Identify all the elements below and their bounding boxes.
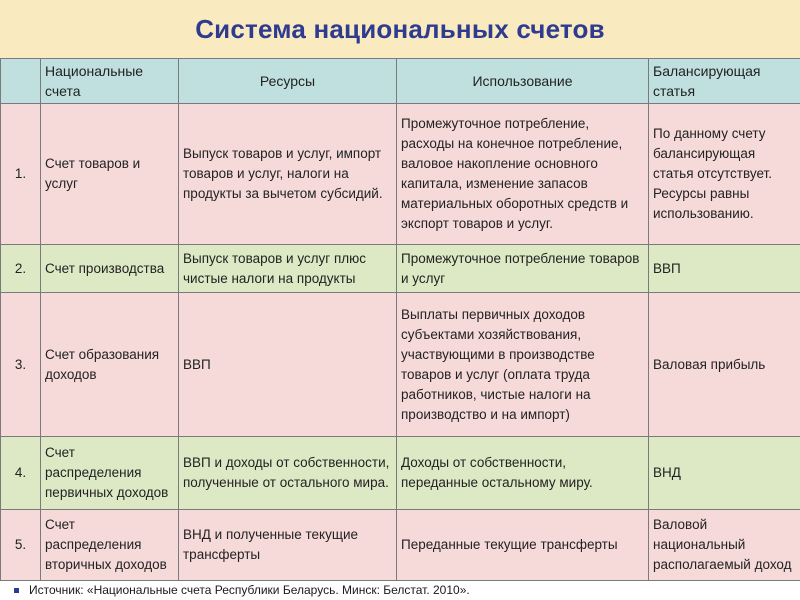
resources-cell: Выпуск товаров и услуг плюс чистые налоги на продукты <box>179 245 397 293</box>
header-usage: Использование <box>397 59 649 104</box>
bullet-icon <box>14 588 19 593</box>
row-number: 2. <box>1 245 41 293</box>
balancing-item-cell: По данному счету балансирующая статья отсутствует. Ресурсы равны использованию. <box>649 104 800 245</box>
table-row <box>1 245 800 293</box>
resources-cell: Выпуск товаров и услуг, импорт товаров и услуг, налоги на продукты за вычетом субсидий. <box>179 104 397 245</box>
balancing-item-cell: ВВП <box>649 245 800 293</box>
balancing-item-cell: Валовая прибыль <box>649 293 800 437</box>
table-row <box>1 510 800 581</box>
table-row <box>1 104 800 245</box>
title-band <box>0 0 800 58</box>
usage-cell: Промежуточное потребление, расходы на конечное потребление, валовое накопление основного капитала, изменение запасов материальных оборотных средств и экспорт товаров и услуг. <box>397 104 649 245</box>
row-number: 5. <box>1 510 41 581</box>
account-name: Счет производства <box>41 245 179 293</box>
usage-cell: Выплаты первичных доходов субъектами хозяйствования, участвующими в производстве товаров и услуг (оплата труда работников, чистые налоги на производство и на импорт) <box>397 293 649 437</box>
table-row <box>1 293 800 437</box>
row-number: 3. <box>1 293 41 437</box>
source-text: Источник: «Национальные счета Республики Беларусь. Минск: Белстат. 2010». <box>29 583 470 597</box>
resources-cell: ВВП <box>179 293 397 437</box>
table-header-row <box>1 59 800 104</box>
header-accounts: Национальные счета <box>41 59 179 104</box>
header-number <box>1 59 41 104</box>
row-number: 1. <box>1 104 41 245</box>
account-name: Счет распределения вторичных доходов <box>41 510 179 581</box>
usage-cell: Доходы от собственности, переданные остальному миру. <box>397 437 649 510</box>
table-row <box>1 437 800 510</box>
header-balancing-item: Балансирующая статья <box>649 59 800 104</box>
page-title: Система национальных счетов <box>195 13 605 44</box>
header-resources: Ресурсы <box>179 59 397 104</box>
source-note <box>14 580 470 600</box>
account-name: Счет образования доходов <box>41 293 179 437</box>
row-number: 4. <box>1 437 41 510</box>
account-name: Счет товаров и услуг <box>41 104 179 245</box>
resources-cell: ВНД и полученные текущие трансферты <box>179 510 397 581</box>
balancing-item-cell: Валовой национальный располагаемый доход <box>649 510 800 581</box>
national-accounts-table <box>0 58 800 581</box>
usage-cell: Промежуточное потребление товаров и услуг <box>397 245 649 293</box>
usage-cell: Переданные текущие трансферты <box>397 510 649 581</box>
resources-cell: ВВП и доходы от собственности, полученные от остального мира. <box>179 437 397 510</box>
balancing-item-cell: ВНД <box>649 437 800 510</box>
account-name: Счет распределения первичных доходов <box>41 437 179 510</box>
